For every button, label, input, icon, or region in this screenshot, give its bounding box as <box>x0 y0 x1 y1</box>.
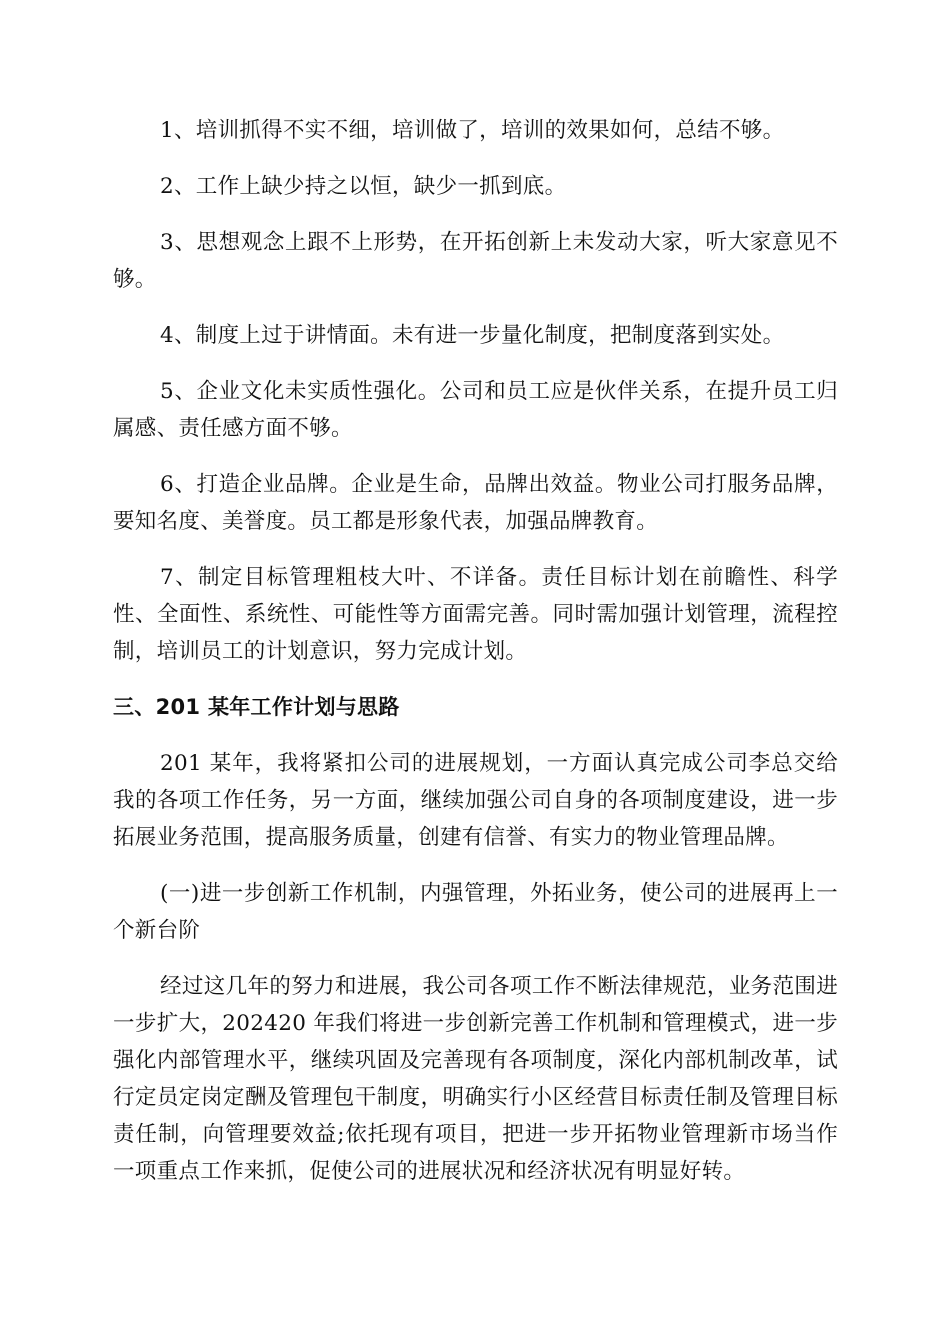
list-item: 2、工作上缺少持之以恒，缺少一抓到底。 <box>160 174 567 199</box>
list-item: 5、企业文化未实质性强化。公司和员工应是伙伴关系，在提升员工归属感、责任感方面不够。 <box>113 379 838 441</box>
list-item: 7、制定目标管理粗枝大叶、不详备。责任目标计划在前瞻性、科学性、全面性、系统性、可能性等方面需完善。同时需加强计划管理，流程控制，培训员工的计划意识，努力完成计划。 <box>113 565 838 664</box>
intro-paragraph: 201 某年，我将紧扣公司的进展规划，一方面认真完成公司李总交给我的各项工作任务，另一方面，继续加强公司自身的各项制度建设，进一步拓展业务范围，提高服务质量，创建有信誉、有实力的物业管理品牌。 <box>113 751 838 850</box>
list-item: 6、打造企业品牌。企业是生命，品牌出效益。物业公司打服务品牌，要知名度、美誉度。员工都是形象代表，加强品牌教育。 <box>113 472 838 534</box>
list-item: 1、培训抓得不实不细，培训做了，培训的效果如何，总结不够。 <box>160 118 785 143</box>
list-item: 4、制度上过于讲情面。未有进一步量化制度，把制度落到实处。 <box>160 323 785 348</box>
body-paragraph: 经过这几年的努力和进展，我公司各项工作不断法律规范，业务范围进一步扩大，202420 年我们将进一步创新完善工作机制和管理模式，进一步强化内部管理水平，继续巩固及完善现有各项制度，深化内部机制改革，试行定员定岗定酬及管理包干制度，明确实行小区经营目标责任制及管理目标责任制，向管理要效益;依托现有项目，把进一步开拓物业管理新市场当作一项重点工作来抓，促使公司的进展状况和经济状况有明显好转。 <box>113 974 838 1184</box>
subheading-paragraph: (一)进一步创新工作机制，内强管理，外拓业务，使公司的进展再上一个新台阶 <box>113 881 838 943</box>
document-page <box>113 112 838 1190</box>
section-heading: 三、201 某年工作计划与思路 <box>113 695 400 719</box>
list-item: 3、思想观念上跟不上形势，在开拓创新上未发动大家，听大家意见不够。 <box>113 230 838 292</box>
